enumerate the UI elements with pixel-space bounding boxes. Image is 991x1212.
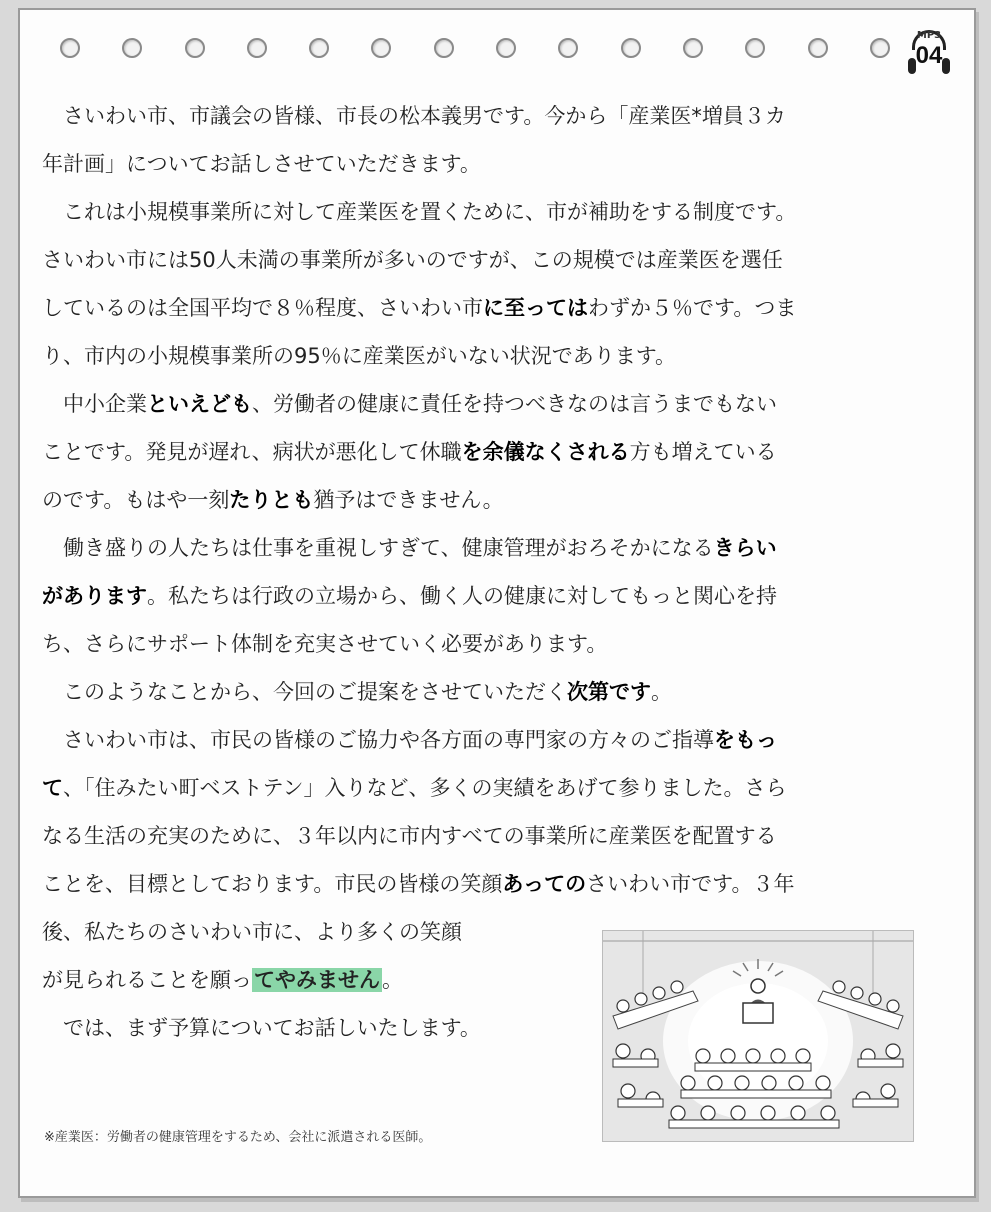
bold-expression: に至っては [483,296,588,320]
text-run: 。 [651,680,672,704]
text-line [42,428,922,476]
text-run: 猶予はできません。 [313,488,504,512]
track-number: 04 [915,42,943,69]
text-run: り、市内の小規模事業所の95％に産業医がいない状況であります。 [42,344,677,368]
text-run: このようなことから、今回のご提案をさせていただく [63,680,567,704]
text-line [42,332,922,380]
binder-hole [621,38,641,58]
mp3-label: MP3 [916,30,942,41]
binder-hole [558,38,578,58]
binder-hole [371,38,391,58]
text-run: なる生活の充実のために、３年以内に市内すべての事業所に産業医を配置する [42,824,777,848]
bold-expression: があります [42,584,147,608]
bold-expression: 次第です [567,680,651,704]
speech-text [42,92,922,1052]
text-run: ち、さらにサポート体制を充実させていく必要があります。 [42,632,608,656]
bold-expression: たりとも [229,488,314,512]
text-line [42,236,922,284]
text-line [42,716,922,764]
text-run: では、まず予算についてお話しいたします。 [63,1016,481,1040]
binder-hole [434,38,454,58]
binder-hole [309,38,329,58]
binder-hole [122,38,142,58]
bold-expression: といえども [147,392,252,416]
text-run: が見られることを願っ [42,968,252,992]
binder-hole [185,38,205,58]
binder-hole [808,38,828,58]
text-run: 。私たちは行政の立場から、働く人の健康に対してもっと関心を持 [147,584,777,608]
text-run: さいわい市、市議会の皆様、市長の松本義男です。今から「産業医*増員３カ [63,104,786,128]
text-line [42,524,922,572]
text-run: これは小規模事業所に対して産業医を置くために、市が補助をする制度です。 [63,200,797,224]
binder-hole [247,38,267,58]
text-run: さいわい市です。３年 [586,872,795,896]
text-run: 働き盛りの人たちは仕事を重視しすぎて、健康管理がおろそかになる [63,536,714,560]
bold-expression: あっての [502,872,587,896]
text-run: のです。もはや一刻 [42,488,230,512]
bold-expression: て [42,776,63,800]
binder-hole [683,38,703,58]
text-run: ことを、目標としております。市民の皆様の笑顔 [42,872,503,896]
text-run: 。 [382,968,403,992]
text-line [42,380,922,428]
binder-hole [745,38,765,58]
text-run: 方も増えている [629,440,777,464]
text-run: しているのは全国平均で８％程度、さいわい市 [42,296,483,320]
text-line [42,92,922,140]
text-run: さいわい市は、市民の皆様のご協力や各方面の専門家の方々のご指導 [63,728,714,752]
council-chamber-illustration [602,930,914,1142]
text-line [42,476,922,524]
text-run: 後、私たちのさいわい市に、より多くの笑顔 [42,920,462,944]
mp3-track-badge [906,26,952,78]
text-run: さいわい市には50人未満の事業所が多いのですが、この規模では産業医を選任 [42,248,783,272]
text-line [42,668,922,716]
text-line [42,812,922,860]
bold-expression: きらい [713,536,777,560]
text-line [42,860,922,908]
bold-expression: を余儀なくされる [461,440,630,464]
council-chamber-drawing [603,931,913,1141]
text-line [42,572,922,620]
bold-expression: をもっ [714,728,777,752]
text-line [42,188,922,236]
binder-holes [60,38,890,58]
text-run: 、「住みたい町ベストテン」入りなど、多くの実績をあげて参りました。さら [63,776,787,800]
text-line [42,620,922,668]
text-run: 年計画」についてお話しさせていただきます。 [42,152,481,176]
footnote: ※産業医：労働者の健康管理をするため、会社に派遣される医師。 [44,1130,432,1145]
highlighted-expression: てやみません [254,968,380,992]
text-line [42,140,922,188]
text-run: わずか５％です。つま [588,296,797,320]
binder-hole [870,38,890,58]
text-line [42,284,922,332]
text-run: 中小企業 [63,392,147,416]
text-run: 、労働者の健康に責任を持つべきなのは言うまでもない [252,392,777,416]
binder-hole [496,38,516,58]
text-line [42,764,922,812]
binder-hole [60,38,80,58]
text-run: ことです。発見が遅れ、病状が悪化して休職 [42,440,462,464]
